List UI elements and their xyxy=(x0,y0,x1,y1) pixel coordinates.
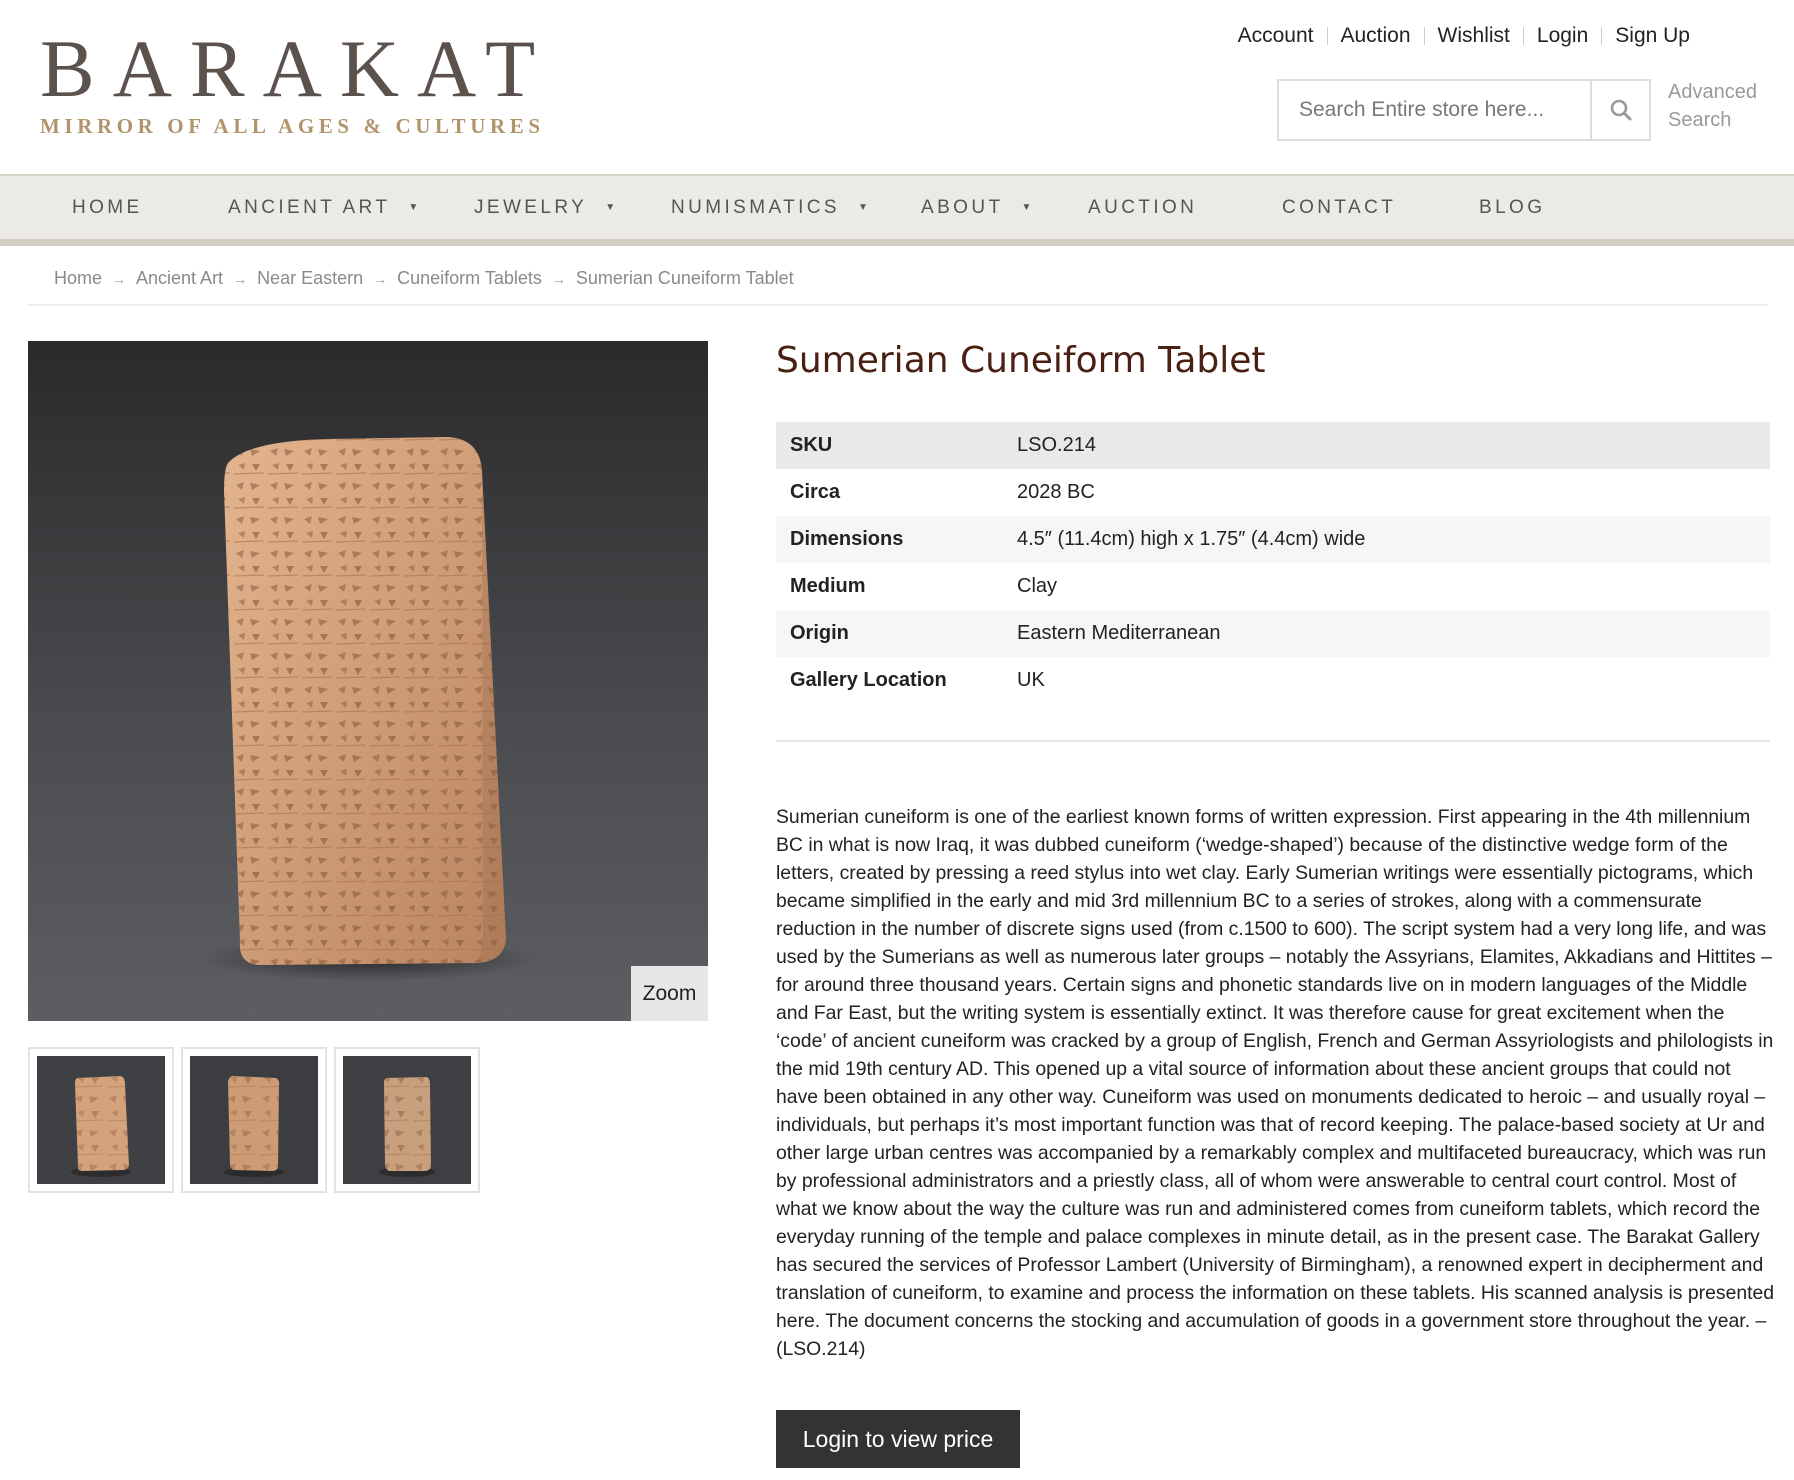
nav-label: JEWELRY xyxy=(474,196,588,218)
breadcrumb-ancient-art[interactable]: Ancient Art xyxy=(136,268,224,288)
spec-label: Origin xyxy=(790,622,849,644)
breadcrumb-near-eastern[interactable]: Near Eastern xyxy=(257,268,364,288)
main-nav xyxy=(0,174,1794,246)
nav-label: NUMISMATICS xyxy=(671,196,840,218)
breadcrumb-home[interactable]: Home xyxy=(54,268,103,288)
product-thumbnail[interactable] xyxy=(334,1047,480,1193)
spec-label: Circa xyxy=(790,481,841,503)
nav-item-about[interactable] xyxy=(921,176,1031,239)
arrow-right-icon: → xyxy=(551,270,566,287)
login-link[interactable]: Login xyxy=(1536,24,1589,47)
arrow-right-icon: → xyxy=(233,270,248,287)
chevron-down-icon: ▼ xyxy=(605,202,616,213)
spec-label: Gallery Location xyxy=(790,669,947,691)
account-link[interactable]: Account xyxy=(1237,24,1314,47)
spec-label: SKU xyxy=(790,434,833,456)
spec-label: Dimensions xyxy=(790,528,904,550)
divider xyxy=(1523,27,1524,45)
nav-label: ANCIENT ART xyxy=(228,196,391,218)
divider xyxy=(1601,27,1602,45)
nav-label: HOME xyxy=(72,196,143,218)
nav-label: ABOUT xyxy=(921,196,1004,218)
spec-value: Eastern Mediterranean xyxy=(1017,622,1221,644)
advanced-search-link[interactable]: Advanced Search xyxy=(1668,81,1757,131)
spec-value: LSO.214 xyxy=(1017,434,1096,456)
search-button[interactable] xyxy=(1590,81,1649,139)
nav-item-home[interactable] xyxy=(72,176,143,239)
spec-row-sku xyxy=(776,422,1770,469)
site-logo[interactable] xyxy=(40,23,560,138)
nav-label: AUCTION xyxy=(1088,196,1198,218)
spec-row-dimensions xyxy=(776,516,1770,563)
spec-value: UK xyxy=(1017,669,1045,691)
nav-item-ancient-art[interactable] xyxy=(228,176,418,239)
nav-item-auction[interactable] xyxy=(1088,176,1197,239)
product-title: Sumerian Cuneiform Tablet xyxy=(776,340,1266,381)
arrow-right-icon: → xyxy=(112,270,127,287)
signup-link[interactable]: Sign Up xyxy=(1615,24,1690,47)
chevron-down-icon: ▼ xyxy=(1021,202,1032,213)
site-header xyxy=(0,0,1794,174)
divider xyxy=(1327,27,1328,45)
product-description: Sumerian cuneiform is one of the earliest known forms of written expression. First appearing in the 4th millennium BC in what is now Iraq, it was dubbed cuneiform (‘wedge-shaped’) because of the distinctive wedge form of the letters, created by pressing a reed stylus into wet clay. Early Sumerian writings were essentially pictograms, which became simplified in the early and mid 3rd millennium BC to a series of strokes, along with a commensurate reduction in the number of discrete signs used (from c.1500 to 600). The script system had a very long life, and was used by the Sumerians as well as numerous later groups – notably the Assyrians, Elamites, Akkadians and Hittites – for around three thousand years. Certain signs and phonetic standards live on in modern languages of the Middle and Far East, but the writing system is essentially extinct. It was therefore cause for great excitement when the ‘code’ of ancient cuneiform was cracked by a group of English, French and German Assyriologists and philologists in the mid 19th century AD. This opened up a vital source of information about these ancient groups that could not have been obtained in any other way. Cuneiform was used on monuments dedicated to heroic – and usually royal – individuals, but perhaps it’s most important function was that of record keeping. The palace-based society at Ur and other large urban centres was accompanied by a remarkably complex and multifaceted bureaucracy, which was run by professional administrators and a priestly class, all of whom were answerable to central court control. Most of what we know about the way the culture was run and administered comes from cuneiform tablets, which record the everyday running of the temple and palace complexes in minute detail, as in the present case. The Barakat Gallery has secured the services of Professor Lambert (University of Birmingham), a renowned expert in decipherment and translation of cuneiform, to examine and process the information on these tablets. His scanned analysis is presented here. The document concerns the stocking and accumulation of goods in a government store throughout the year. – (LSO.214) xyxy=(776,806,1775,1360)
nav-item-numismatics[interactable] xyxy=(671,176,868,239)
spec-value: 4.5″ (11.4cm) high x 1.75″ (4.4cm) wide xyxy=(1017,528,1366,550)
chevron-down-icon: ▼ xyxy=(408,202,419,213)
divider xyxy=(776,740,1770,742)
zoom-button[interactable]: Zoom xyxy=(631,966,708,1021)
spec-value: 2028 BC xyxy=(1017,481,1095,503)
logo-wordmark: BARAKAT xyxy=(40,23,554,114)
spec-value: Clay xyxy=(1017,575,1058,597)
divider xyxy=(1424,27,1425,45)
account-links xyxy=(1238,24,1690,48)
spec-row-circa xyxy=(776,469,1770,516)
breadcrumb-current: Sumerian Cuneiform Tablet xyxy=(575,268,794,288)
spec-row-medium xyxy=(776,563,1770,610)
wishlist-link[interactable]: Wishlist xyxy=(1437,24,1510,47)
spec-row-gallery-location xyxy=(776,657,1770,704)
spec-label: Medium xyxy=(790,575,866,597)
breadcrumb-cuneiform-tablets[interactable]: Cuneiform Tablets xyxy=(397,268,542,288)
product-specs-table xyxy=(776,422,1770,704)
nav-item-contact[interactable] xyxy=(1282,176,1396,239)
search-box xyxy=(1277,79,1651,141)
nav-item-blog[interactable] xyxy=(1479,176,1545,239)
nav-label: CONTACT xyxy=(1282,196,1397,218)
product-main-image[interactable] xyxy=(28,341,708,1021)
nav-label: BLOG xyxy=(1479,196,1546,218)
nav-item-jewelry[interactable] xyxy=(474,176,615,239)
spec-row-origin xyxy=(776,610,1770,657)
search-input[interactable] xyxy=(1279,81,1590,139)
divider xyxy=(28,304,1768,306)
product-thumbnail[interactable] xyxy=(181,1047,327,1193)
chevron-down-icon: ▼ xyxy=(858,202,868,213)
auction-link[interactable]: Auction xyxy=(1340,24,1411,47)
search-icon xyxy=(1609,98,1633,122)
logo-tagline: MIRROR OF ALL AGES & CULTURES xyxy=(40,114,545,138)
product-thumbnail[interactable] xyxy=(28,1047,174,1193)
arrow-right-icon: → xyxy=(373,270,388,287)
breadcrumb xyxy=(54,268,794,289)
login-to-view-price-button[interactable]: Login to view price xyxy=(776,1410,1020,1468)
